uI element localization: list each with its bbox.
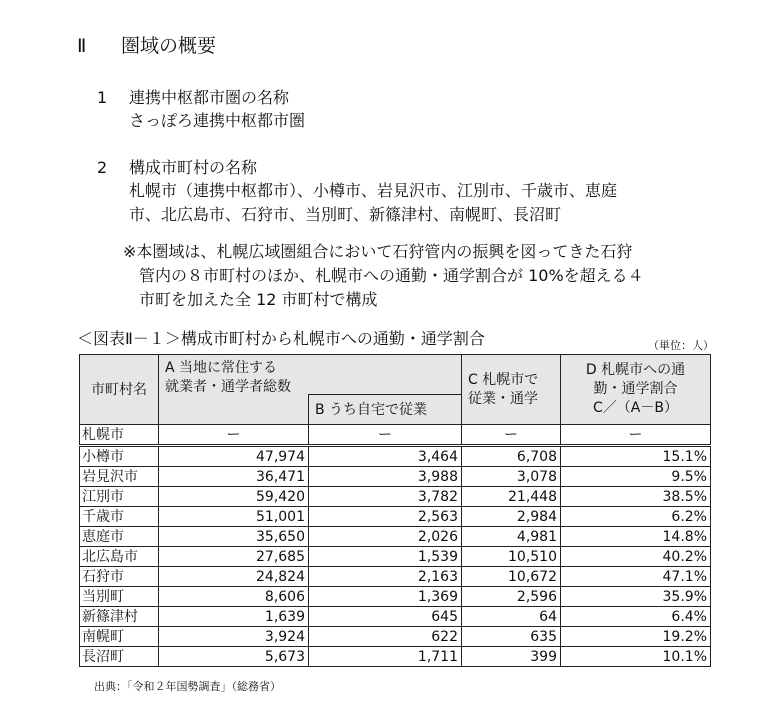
table-row [80, 425, 711, 446]
cell-c-sapporo: 3,078 [462, 467, 561, 487]
cell-c-sapporo: 10,672 [462, 567, 561, 587]
cell-d-ratio: 14.8% [561, 527, 711, 547]
cell-d-ratio: 40.2% [561, 547, 711, 567]
item1-name: さっぽろ連携中枢都市圏 [129, 111, 306, 130]
header-c-line1: C 札幌市で [468, 372, 539, 388]
table-row [80, 507, 711, 527]
cell-municipality: 石狩市 [80, 567, 159, 587]
item2-members-line2: 市、北広島市、石狩市、当別町、新篠津村、南幌町、長沼町 [129, 205, 562, 224]
cell-b-home: 622 [309, 627, 462, 647]
cell-a-total: 47,974 [159, 446, 309, 467]
cell-municipality: 長沼町 [80, 647, 159, 667]
cell-a-total: 1,639 [159, 607, 309, 627]
cell-municipality: 札幌市 [80, 425, 159, 446]
item2-title: 構成市町村の名称 [129, 158, 258, 177]
cell-d-ratio: 6.4% [561, 607, 711, 627]
header-a-spacer [159, 395, 309, 425]
cell-a-total: 24,824 [159, 567, 309, 587]
cell-b-home: 3,464 [309, 446, 462, 467]
header-a-line1: A 当地に常住する [165, 360, 278, 376]
cell-a-total: 35,650 [159, 527, 309, 547]
header-a-line2: 就業者・通学者総数 [165, 379, 291, 395]
table-caption: ＜図表Ⅱ－１＞構成市町村から札幌市への通勤・通学割合 [77, 329, 485, 348]
cell-b-home: 1,539 [309, 547, 462, 567]
cell-b-home: 2,163 [309, 567, 462, 587]
table-row [80, 547, 711, 567]
table-row [80, 487, 711, 507]
table-row [80, 647, 711, 667]
section-number: Ⅱ [77, 35, 87, 57]
table-row [80, 467, 711, 487]
cell-c-sapporo: 10,510 [462, 547, 561, 567]
cell-b-home: 645 [309, 607, 462, 627]
item2-number: 2 [97, 158, 108, 177]
table-row [80, 527, 711, 547]
note-line3: 市町を加えた全 12 市町村で構成 [139, 290, 378, 309]
item1-title: 連携中枢都市圏の名称 [129, 88, 290, 107]
cell-b-home: 1,369 [309, 587, 462, 607]
unit-label: （単位：人） [648, 339, 714, 352]
cell-c-sapporo: ー [462, 425, 561, 446]
cell-b-home: 1,711 [309, 647, 462, 667]
note-line2: 管内の８市町村のほか、札幌市への通勤・通学割合が 10%を超える４ [139, 266, 644, 285]
cell-d-ratio: 19.2% [561, 627, 711, 647]
header-a [159, 355, 462, 395]
cell-c-sapporo: 2,984 [462, 507, 561, 527]
item1-number: 1 [97, 88, 108, 107]
source-note: 出典：「令和２年国勢調査」（総務省） [94, 680, 281, 693]
cell-a-total: 5,673 [159, 647, 309, 667]
cell-d-ratio: 10.1% [561, 647, 711, 667]
header-d-line2: 勤・通学割合 [593, 381, 678, 397]
commute-table [79, 354, 711, 667]
cell-a-total: 3,924 [159, 627, 309, 647]
table-row [80, 607, 711, 627]
cell-c-sapporo: 21,448 [462, 487, 561, 507]
cell-municipality: 新篠津村 [80, 607, 159, 627]
cell-b-home: 2,563 [309, 507, 462, 527]
cell-c-sapporo: 2,596 [462, 587, 561, 607]
cell-d-ratio: 15.1% [561, 446, 711, 467]
section-title: 圏域の概要 [121, 35, 217, 57]
header-b: B うち自宅で従業 [309, 395, 462, 425]
cell-a-total: 51,001 [159, 507, 309, 527]
cell-a-total: ー [159, 425, 309, 446]
cell-c-sapporo: 635 [462, 627, 561, 647]
cell-b-home: 2,026 [309, 527, 462, 547]
header-d-line1: D 札幌市への通 [585, 362, 686, 378]
header-c-line2: 従業・通学 [468, 391, 538, 407]
cell-d-ratio: ー [561, 425, 711, 446]
cell-d-ratio: 35.9% [561, 587, 711, 607]
header-c [462, 355, 561, 425]
header-d [561, 355, 711, 425]
cell-d-ratio: 47.1% [561, 567, 711, 587]
cell-municipality: 恵庭市 [80, 527, 159, 547]
table-row [80, 627, 711, 647]
table-row [80, 587, 711, 607]
cell-municipality: 江別市 [80, 487, 159, 507]
cell-c-sapporo: 6,708 [462, 446, 561, 467]
cell-d-ratio: 6.2% [561, 507, 711, 527]
cell-c-sapporo: 4,981 [462, 527, 561, 547]
cell-municipality: 北広島市 [80, 547, 159, 567]
cell-municipality: 千歳市 [80, 507, 159, 527]
cell-d-ratio: 9.5% [561, 467, 711, 487]
header-municipality: 市町村名 [80, 355, 159, 425]
cell-a-total: 27,685 [159, 547, 309, 567]
cell-c-sapporo: 64 [462, 607, 561, 627]
note-line1: ※本圏域は、札幌広域圏組合において石狩管内の振興を図ってきた石狩 [123, 242, 633, 261]
cell-d-ratio: 38.5% [561, 487, 711, 507]
header-d-line3: C／（A－B） [593, 400, 678, 416]
cell-municipality: 当別町 [80, 587, 159, 607]
item2-members-line1: 札幌市（連携中枢都市）、小樽市、岩見沢市、江別市、千歳市、恵庭 [129, 181, 618, 200]
cell-municipality: 小樽市 [80, 446, 159, 467]
table-row [80, 446, 711, 467]
cell-a-total: 59,420 [159, 487, 309, 507]
cell-c-sapporo: 399 [462, 647, 561, 667]
cell-b-home: 3,988 [309, 467, 462, 487]
cell-municipality: 岩見沢市 [80, 467, 159, 487]
cell-b-home: ー [309, 425, 462, 446]
cell-b-home: 3,782 [309, 487, 462, 507]
table-row [80, 567, 711, 587]
cell-a-total: 8,606 [159, 587, 309, 607]
cell-municipality: 南幌町 [80, 627, 159, 647]
cell-a-total: 36,471 [159, 467, 309, 487]
